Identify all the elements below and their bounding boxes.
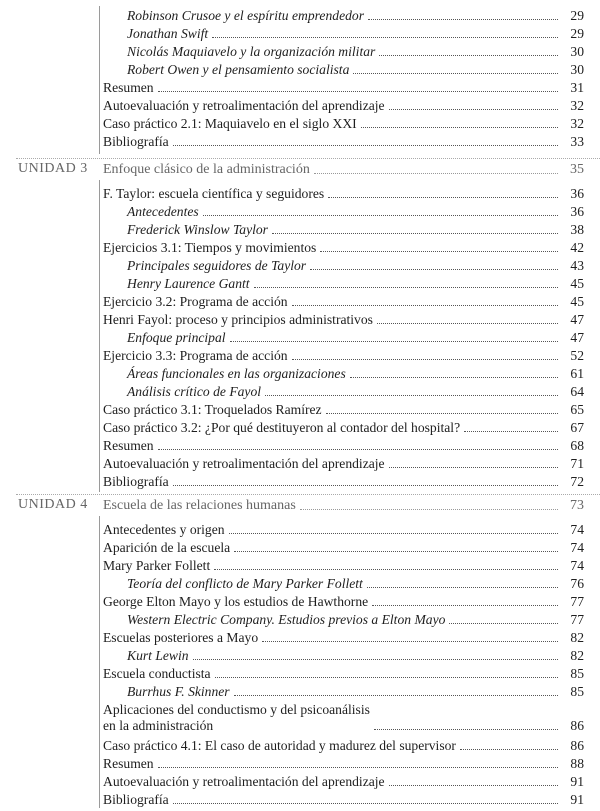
toc-entry-page: 74: [570, 522, 584, 537]
toc-entry-page: 67: [570, 420, 584, 435]
toc-entry[interactable]: [103, 664, 584, 682]
toc-entry-title: Robinson Crusoe y el espíritu emprendedor: [127, 8, 364, 23]
dot-leader: [449, 623, 558, 624]
toc-entry[interactable]: [127, 256, 584, 274]
toc-entry-title: Antecedentes y origen: [103, 522, 225, 537]
toc-entry[interactable]: [127, 610, 584, 628]
dot-leader: [203, 215, 558, 216]
dot-leader: [193, 659, 558, 660]
dot-leader: [215, 677, 558, 678]
toc-entry-page: 45: [570, 276, 584, 291]
toc-entry-title: Análisis crítico de Fayol: [127, 384, 262, 399]
toc-entry[interactable]: [127, 274, 584, 292]
toc-entry-page: 86: [570, 718, 584, 733]
dot-leader: [374, 729, 558, 730]
dot-leader: [173, 803, 558, 804]
dot-leader: [214, 569, 558, 570]
toc-entry-title: Resumen: [103, 80, 154, 95]
toc-entry-title: Antecedentes: [127, 204, 199, 219]
toc-entry-page: 29: [570, 26, 584, 41]
dot-leader: [314, 173, 558, 174]
toc-entry-title: Ejercicio 3.3: Programa de acción: [103, 348, 288, 363]
toc-entry-page: 61: [570, 366, 584, 381]
dot-leader: [328, 197, 558, 198]
toc-entry[interactable]: [103, 736, 584, 754]
toc-entry[interactable]: [127, 328, 584, 346]
indent-rule: [99, 516, 100, 808]
dot-leader: [379, 55, 558, 56]
indent-rule: [99, 6, 100, 154]
toc-entry-title: Autoevaluación y retroalimentación del aprendizaje: [103, 774, 385, 789]
unit-title: Enfoque clásico de la administración: [103, 162, 310, 177]
toc-entry[interactable]: [127, 220, 584, 238]
unit-heading[interactable]: [103, 160, 584, 178]
dot-leader: [377, 323, 558, 324]
dot-leader: [158, 767, 558, 768]
toc-entry-title: Ejercicio 3.2: Programa de acción: [103, 294, 288, 309]
toc-entry-page: 77: [570, 594, 584, 609]
toc-entry[interactable]: [127, 202, 584, 220]
toc-entry-title: Bibliografía: [103, 134, 169, 149]
unit-label: UNIDAD 4: [18, 497, 88, 512]
toc-entry-title: Robert Owen y el pensamiento socialista: [127, 62, 350, 77]
toc-entry[interactable]: [127, 60, 584, 78]
dot-leader: [310, 269, 558, 270]
toc-entry[interactable]: [103, 292, 584, 310]
toc-entry-title: Principales seguidores de Taylor: [127, 258, 307, 273]
toc-entry[interactable]: [103, 400, 584, 418]
toc-entry-page: 85: [570, 684, 584, 699]
toc-entry-page: 43: [570, 258, 584, 273]
toc-entry-title-line2: en la administración: [103, 718, 214, 733]
toc-entry[interactable]: [127, 682, 584, 700]
toc-entry-title: Resumen: [103, 438, 154, 453]
dot-leader: [372, 605, 558, 606]
toc-entry[interactable]: [103, 78, 584, 96]
toc-entry-page: 91: [570, 774, 584, 789]
dot-leader: [234, 695, 558, 696]
toc-entry-page: 30: [570, 44, 584, 59]
dot-leader: [368, 19, 558, 20]
unit-title: Escuela de las relaciones humanas: [103, 498, 296, 513]
toc-entry[interactable]: [127, 364, 584, 382]
toc-entry-title: [103, 702, 370, 734]
toc-entry-page: 29: [570, 8, 584, 23]
dot-leader: [361, 127, 558, 128]
toc-entry-page: 82: [570, 630, 584, 645]
toc-entry-title: Frederick Winslow Taylor: [127, 222, 268, 237]
toc-entry-page: 85: [570, 666, 584, 681]
toc-entry-page: 32: [570, 116, 584, 131]
toc-entry[interactable]: [103, 592, 584, 610]
toc-entry[interactable]: [103, 700, 584, 734]
toc-entry[interactable]: [103, 454, 584, 472]
toc-entry[interactable]: [103, 436, 584, 454]
toc-entry[interactable]: [103, 238, 584, 256]
dot-leader: [389, 467, 558, 468]
toc-entry-page: 91: [570, 792, 584, 807]
toc-entry-title: Caso práctico 3.2: ¿Por qué destituyeron al contador del hospital?: [103, 420, 461, 435]
toc-entry[interactable]: [103, 790, 584, 808]
toc-entry-page: 82: [570, 648, 584, 663]
toc-entry-page: 33: [570, 134, 584, 149]
toc-entry-title-line1: Aplicaciones del conductismo y del psicoanálisis: [103, 702, 370, 717]
dot-leader: [320, 251, 558, 252]
dot-leader: [292, 359, 558, 360]
dot-leader: [254, 287, 558, 288]
toc-entry-page: 47: [570, 312, 584, 327]
indent-rule: [99, 180, 100, 492]
toc-entry[interactable]: [103, 472, 584, 490]
toc-entry-title: Aparición de la escuela: [103, 540, 231, 555]
toc-entry[interactable]: [103, 754, 584, 772]
dot-leader: [173, 485, 558, 486]
dot-leader: [262, 641, 558, 642]
toc-entry[interactable]: [103, 556, 584, 574]
toc-entry[interactable]: [103, 310, 584, 328]
toc-entry-page: 64: [570, 384, 584, 399]
dot-leader: [389, 109, 558, 110]
toc-entry-page: 88: [570, 756, 584, 771]
toc-entry[interactable]: [103, 96, 584, 114]
dot-leader: [229, 533, 558, 534]
toc-entry-title: Jonathan Swift: [127, 26, 209, 41]
dot-leader: [326, 413, 558, 414]
dot-leader: [464, 431, 558, 432]
toc-entry-page: 68: [570, 438, 584, 453]
toc-entry[interactable]: [103, 114, 584, 132]
toc-entry-page: 36: [570, 204, 584, 219]
toc-entry-page: 47: [570, 330, 584, 345]
dot-leader: [292, 305, 558, 306]
toc-entry[interactable]: [127, 646, 584, 664]
toc-entry[interactable]: [103, 538, 584, 556]
unit-separator: [16, 158, 600, 159]
dot-leader: [272, 233, 558, 234]
toc-entry-page: 30: [570, 62, 584, 77]
toc-entry-title: Ejercicios 3.1: Tiempos y movimientos: [103, 240, 317, 255]
toc-entry-title: F. Taylor: escuela científica y seguidores: [103, 186, 325, 201]
toc-entry-page: 74: [570, 540, 584, 555]
toc-entry-title: Autoevaluación y retroalimentación del aprendizaje: [103, 98, 385, 113]
toc-entry[interactable]: [127, 382, 584, 400]
unit-separator: [16, 494, 600, 495]
toc-entry[interactable]: [103, 132, 584, 150]
toc-entry-title: Bibliografía: [103, 474, 169, 489]
toc-entry-page: 71: [570, 456, 584, 471]
dot-leader: [353, 73, 558, 74]
toc-entry-title: Bibliografía: [103, 792, 169, 807]
toc-entry-page: 38: [570, 222, 584, 237]
toc-entry-page: 76: [570, 576, 584, 591]
toc-entry-title: Teoría del conflicto de Mary Parker Follett: [127, 576, 363, 591]
toc-entry-title: George Elton Mayo y los estudios de Hawthorne: [103, 594, 369, 609]
toc-entry-page: 65: [570, 402, 584, 417]
toc-entry[interactable]: [127, 574, 584, 592]
toc-entry-title: Escuelas posteriores a Mayo: [103, 630, 259, 645]
toc-entry-title: Henri Fayol: proceso y principios administrativos: [103, 312, 373, 327]
toc-entry[interactable]: [103, 346, 584, 364]
toc-entry-title: Caso práctico 2.1: Maquiavelo en el siglo XXI: [103, 116, 357, 131]
toc-entry-title: Mary Parker Follett: [103, 558, 211, 573]
dot-leader: [367, 587, 558, 588]
toc-entry-page: 42: [570, 240, 584, 255]
dot-leader: [265, 395, 558, 396]
toc-entry-title: Autoevaluación y retroalimentación del aprendizaje: [103, 456, 385, 471]
dot-leader: [350, 377, 558, 378]
toc-entry[interactable]: [103, 418, 584, 436]
toc-entry-page: 72: [570, 474, 584, 489]
toc-entry[interactable]: [127, 6, 584, 24]
toc-entry-page: 36: [570, 186, 584, 201]
toc-entry-title: Caso práctico 3.1: Troquelados Ramírez: [103, 402, 322, 417]
toc-entry-title: Henry Laurence Gantt: [127, 276, 250, 291]
toc-entry-title: Escuela conductista: [103, 666, 211, 681]
toc-entry-title: Western Electric Company. Estudios previos a Elton Mayo: [127, 612, 446, 627]
unit-heading[interactable]: [103, 496, 584, 514]
toc-entry-title: Nicolás Maquiavelo y la organización militar: [127, 44, 376, 59]
toc-entry-page: 31: [570, 80, 584, 95]
dot-leader: [300, 509, 558, 510]
toc-entry-title: Resumen: [103, 756, 154, 771]
toc-entry-page: 45: [570, 294, 584, 309]
toc-entry[interactable]: [103, 520, 584, 538]
dot-leader: [230, 341, 558, 342]
toc-entry-title: Enfoque principal: [127, 330, 226, 345]
unit-label: UNIDAD 3: [18, 161, 88, 176]
toc-entry[interactable]: [103, 772, 584, 790]
toc-entry[interactable]: [127, 24, 584, 42]
toc-entry-page: 32: [570, 98, 584, 113]
toc-entry[interactable]: [127, 42, 584, 60]
toc-entry-title: Kurt Lewin: [127, 648, 189, 663]
toc-entry-page: 86: [570, 738, 584, 753]
toc-entry[interactable]: [103, 628, 584, 646]
toc-entry-page: 74: [570, 558, 584, 573]
toc-entry-page: 73: [570, 498, 584, 513]
toc-entry-title: Caso práctico 4.1: El caso de autoridad y madurez del supervisor: [103, 738, 456, 753]
dot-leader: [173, 145, 558, 146]
dot-leader: [158, 449, 558, 450]
dot-leader: [158, 91, 558, 92]
toc-entry-page: 35: [570, 162, 584, 177]
toc-entry-page: 77: [570, 612, 584, 627]
toc-entry-page: 52: [570, 348, 584, 363]
toc-entry-title: Áreas funcionales en las organizaciones: [127, 366, 346, 381]
dot-leader: [460, 749, 558, 750]
toc-entry-title: Burrhus F. Skinner: [127, 684, 230, 699]
dot-leader: [234, 551, 558, 552]
dot-leader: [212, 37, 558, 38]
toc-entry[interactable]: [103, 184, 584, 202]
dot-leader: [389, 785, 558, 786]
